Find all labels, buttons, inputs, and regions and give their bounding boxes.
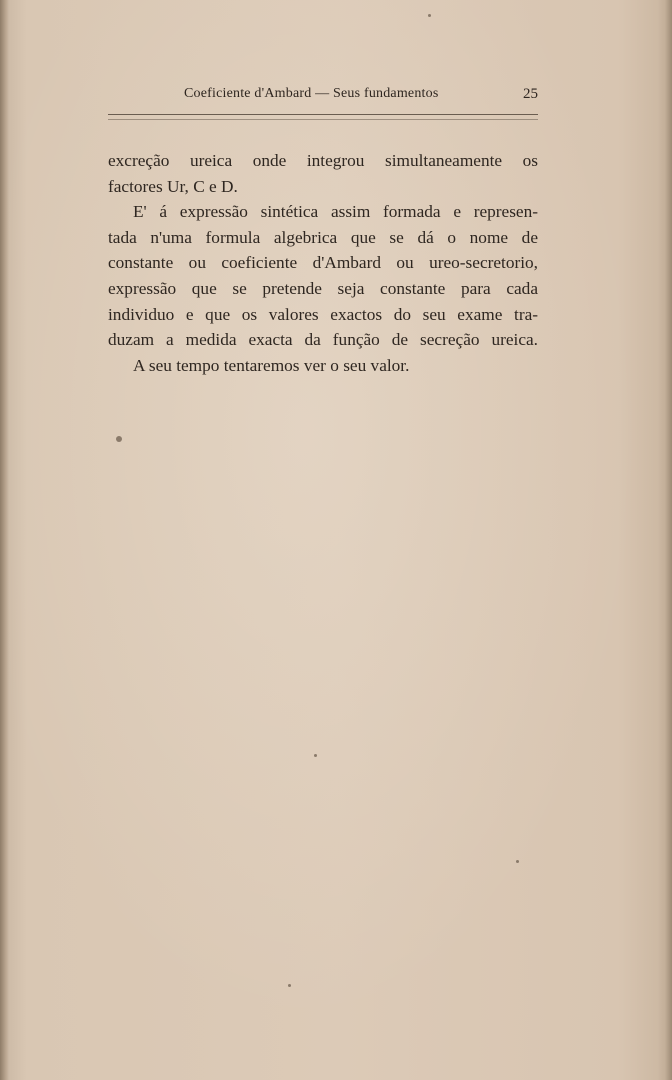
header-rule-thin xyxy=(108,119,538,120)
paper-speck xyxy=(428,14,431,17)
paper-speck xyxy=(116,436,122,442)
page-number: 25 xyxy=(523,86,538,102)
page-left-edge xyxy=(0,0,9,1080)
page-right-edge xyxy=(658,0,672,1080)
text-line: excreção ureica onde integrou simultaneamente os xyxy=(108,151,538,170)
running-header xyxy=(108,86,540,108)
paper-speck xyxy=(314,754,317,757)
text-line: constante ou coeficiente d'Ambard ou ureo-secretorio, xyxy=(108,253,538,273)
text-line: factores Ur, C e D. xyxy=(108,176,238,196)
paper-speck xyxy=(288,984,291,987)
running-title: Coeficiente d'Ambard — Seus fundamentos xyxy=(184,86,439,101)
text-line: expressão que se pretende seja constante para cada xyxy=(108,278,538,298)
text-line: individuo e que os valores exactos do seu exame tra- xyxy=(108,304,538,324)
text-line: duzam a medida exacta da função de secreção ureica. xyxy=(108,330,538,350)
header-rule xyxy=(108,114,538,115)
text-line: A seu tempo tentaremos ver o seu valor. xyxy=(133,355,410,375)
text-line: tada n'uma formula algebrica que se dá o nome de xyxy=(108,227,538,247)
body-text xyxy=(108,148,538,378)
text-line: E' á expressão sintética assim formada e represen- xyxy=(133,202,538,222)
paper-speck xyxy=(516,860,519,863)
